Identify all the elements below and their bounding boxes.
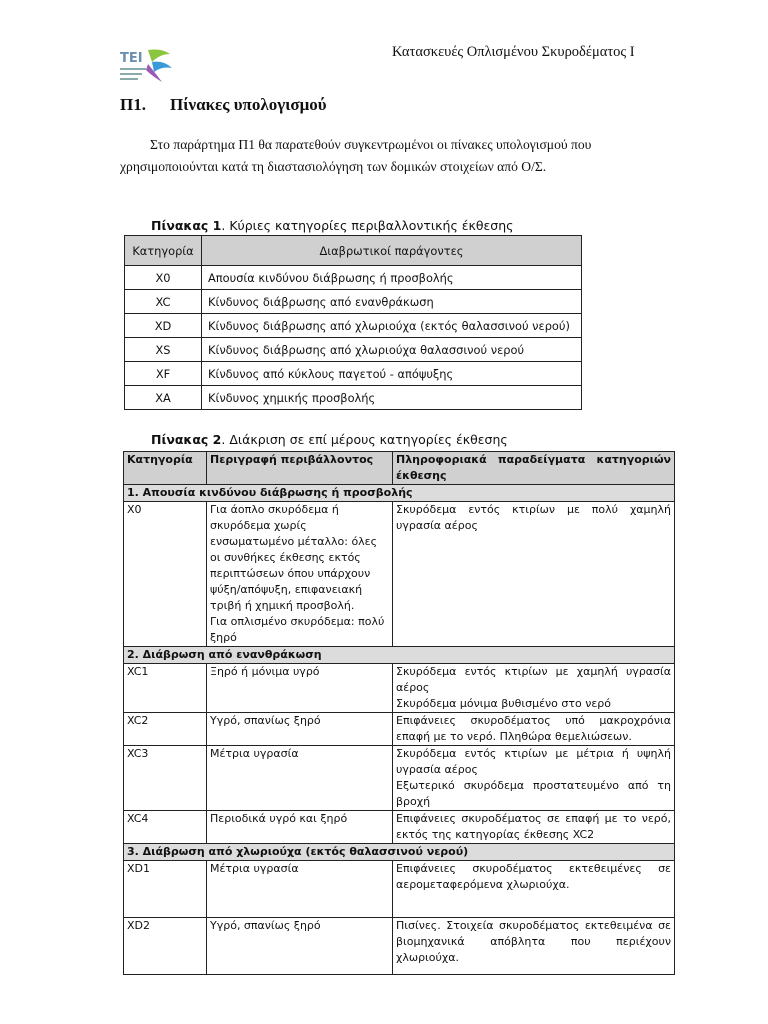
- column-header-examples: Πληροφοριακά παραδείγματα κατηγοριών έκθεσης: [393, 452, 675, 485]
- category-code: XD: [125, 314, 202, 338]
- environment-desc: Περιοδικά υγρό και ξηρό: [207, 811, 393, 844]
- category-code: XA: [125, 386, 202, 410]
- svg-text:ΤΕΙ: ΤΕΙ: [120, 51, 143, 66]
- group-row: [124, 647, 675, 664]
- category-code: X0: [124, 502, 207, 647]
- category-desc: Κίνδυνος από κύκλους παγετού - απόψυξης: [202, 362, 582, 386]
- example-text: Επιφάνειες σκυροδέματος υπό μακροχρόνια επαφή με το νερό. Πληθώρα θεμελιώσεων.: [393, 713, 675, 746]
- column-header-category: Κατηγορία: [124, 452, 207, 485]
- example-text: Επιφάνειες σκυροδέματος σε επαφή με το νερό, εκτός της κατηγορίας έκθεσης XC2: [393, 811, 675, 844]
- example-cell: [393, 746, 675, 811]
- group-title: 2. Διάβρωση από ενανθράκωση: [124, 647, 675, 664]
- group-title: 1. Απουσία κινδύνου διάβρωσης ή προσβολής: [124, 485, 675, 502]
- table-row: [125, 314, 582, 338]
- section-heading: [120, 95, 327, 115]
- environment-desc: Υγρό, σπανίως ξηρό: [207, 918, 393, 975]
- category-desc: Κίνδυνος διάβρωσης από ενανθράκωση: [202, 290, 582, 314]
- group-title: 3. Διάβρωση από χλωριούχα (εκτός θαλασσινού νερού): [124, 844, 675, 861]
- section-number: Π1.: [120, 95, 146, 114]
- exposure-subcategories-table: [123, 451, 675, 975]
- environment-desc: [207, 502, 393, 647]
- table-row: [124, 713, 675, 746]
- table-row: [124, 664, 675, 713]
- category-code: XC4: [124, 811, 207, 844]
- example-text: Σκυρόδεμα εντός κτιρίων με μέτρια ή υψηλή υγρασία αέρος: [396, 747, 671, 776]
- header-title: Κατασκευές Οπλισμένου Σκυροδέματος Ι: [392, 44, 635, 60]
- category-desc: Κίνδυνος χημικής προσβολής: [202, 386, 582, 410]
- environment-desc: Μέτρια υγρασία: [207, 861, 393, 918]
- category-code: XC: [125, 290, 202, 314]
- section-title-text: Πίνακες υπολογισμού: [170, 95, 327, 114]
- category-code: XC2: [124, 713, 207, 746]
- example-text: Πισίνες. Στοιχεία σκυροδέματος εκτεθειμένα σε βιομηχανικά απόβλητα που περιέχουν χλωριούχα.: [393, 918, 675, 975]
- example-text: Σκυρόδεμα εντός κτιρίων με πολύ χαμηλή υγρασία αέρος: [393, 502, 675, 647]
- table2-caption-label: Πίνακας 2: [151, 432, 222, 447]
- example-text: Επιφάνειες σκυροδέματος εκτεθειμένες σε αερομεταφερόμενα χλωριούχα.: [393, 861, 675, 918]
- example-text: Εξωτερικό σκυρόδεμα προστατευμένο από τη βροχή: [396, 779, 671, 808]
- table1-caption-text: . Κύριες κατηγορίες περιβαλλοντικής έκθεσης: [221, 218, 514, 233]
- environment-desc: Ξηρό ή μόνιμα υγρό: [207, 664, 393, 713]
- environment-desc-text: Για άοπλο σκυρόδεμα ή σκυρόδεμα χωρίς ενσωματωμένο μέταλλο: όλες οι συνθήκες έκθεσης εκτός περιπτώσεων όπου υπάρχουν ψύξη/απόψυξη, επιφανειακή τριβή ή χημική προσβολή.: [210, 503, 378, 612]
- category-code: XD2: [124, 918, 207, 975]
- table-row: [125, 290, 582, 314]
- table-row: [124, 861, 675, 918]
- table-header-row: [125, 236, 582, 266]
- category-code: XF: [125, 362, 202, 386]
- table-row: [125, 266, 582, 290]
- table-header-row: [124, 452, 675, 485]
- table-row: [125, 362, 582, 386]
- intro-paragraph: [120, 134, 660, 178]
- table2-caption-text: . Διάκριση σε επί μέρους κατηγορίες έκθεσης: [221, 432, 508, 447]
- example-text: Σκυρόδεμα μόνιμα βυθισμένο στο νερό: [396, 697, 612, 710]
- category-code: X0: [125, 266, 202, 290]
- table-row: [124, 918, 675, 975]
- column-header-environment: Περιγραφή περιβάλλοντος: [207, 452, 393, 485]
- category-code: XC1: [124, 664, 207, 713]
- category-code: XD1: [124, 861, 207, 918]
- intro-text: Στο παράρτημα Π1 θα παρατεθούν συγκεντρωμένοι οι πίνακες υπολογισμού που χρησιμοποιούνται κατά τη διαστασιολόγηση των δομικών στοιχείων από Ο/Σ.: [120, 137, 592, 174]
- table-row: [125, 338, 582, 362]
- environment-desc: Υγρό, σπανίως ξηρό: [207, 713, 393, 746]
- environment-desc: Μέτρια υγρασία: [207, 746, 393, 811]
- exposure-main-categories-table: [124, 235, 582, 410]
- group-row: [124, 844, 675, 861]
- column-header-factors: Διαβρωτικοί παράγοντες: [202, 236, 582, 266]
- environment-desc-text: Για οπλισμένο σκυρόδεμα: πολύ ξηρό: [210, 615, 385, 644]
- category-code: XS: [125, 338, 202, 362]
- table-row: [124, 811, 675, 844]
- table-row: [124, 502, 675, 647]
- group-row: [124, 485, 675, 502]
- table2-caption: [151, 432, 508, 447]
- table-row: [124, 746, 675, 811]
- tei-logo-icon: [118, 46, 174, 86]
- table-row: [125, 386, 582, 410]
- column-header-category: Κατηγορία: [125, 236, 202, 266]
- category-desc: Κίνδυνος διάβρωσης από χλωριούχα θαλασσινού νερού: [202, 338, 582, 362]
- table1-caption: [151, 218, 513, 233]
- example-cell: [393, 664, 675, 713]
- category-desc: Κίνδυνος διάβρωσης από χλωριούχα (εκτός θαλασσινού νερού): [202, 314, 582, 338]
- category-code: XC3: [124, 746, 207, 811]
- table1-caption-label: Πίνακας 1: [151, 218, 222, 233]
- category-desc: Απουσία κινδύνου διάβρωσης ή προσβολής: [202, 266, 582, 290]
- example-text: Σκυρόδεμα εντός κτιρίων με χαμηλή υγρασία αέρος: [396, 665, 671, 694]
